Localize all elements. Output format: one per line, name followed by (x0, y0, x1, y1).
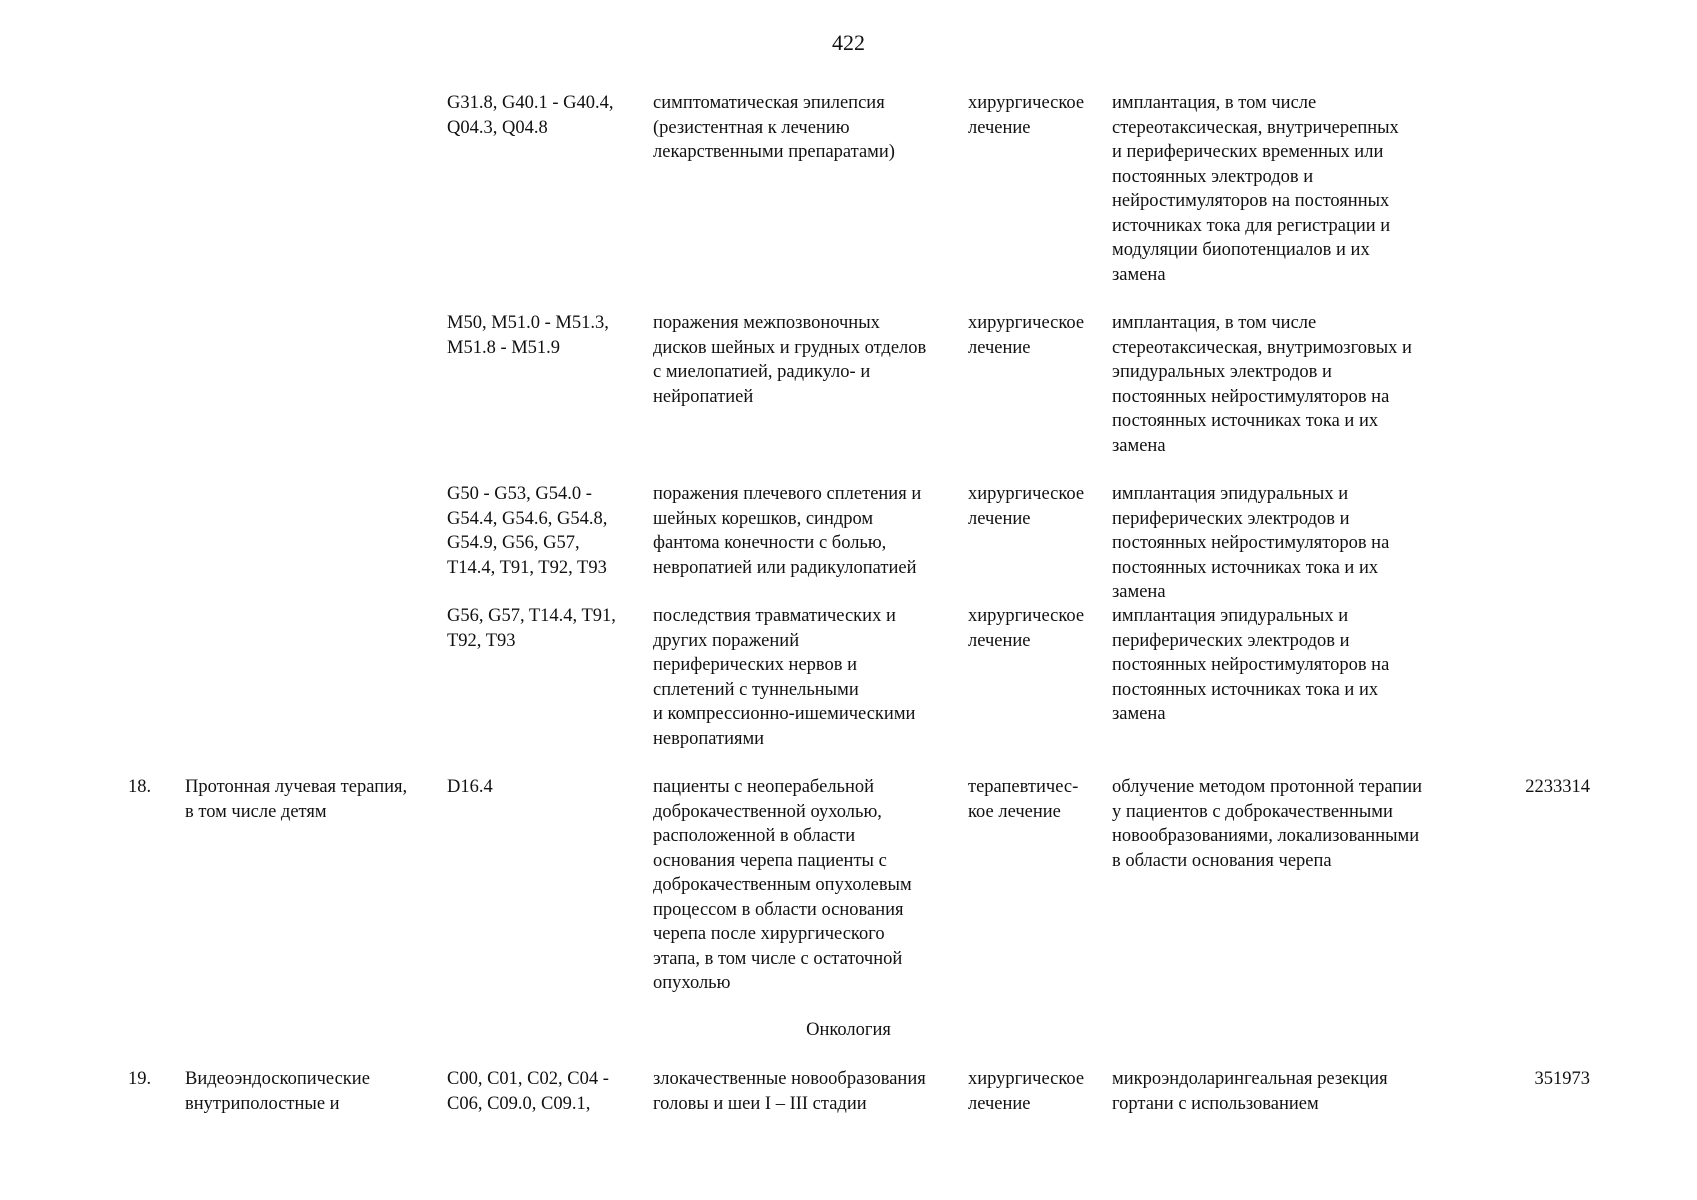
row-number: 18. (128, 777, 152, 797)
treatment-method: имплантация эпидуральных и периферических электродов и постоянных нейростимуляторов на постоянных источниках тока и их замена (1112, 606, 1390, 724)
treatment-method: имплантация эпидуральных и периферических электродов и постоянных нейростимуляторов на постоянных источниках тока и их замена (1112, 484, 1390, 602)
page-number: 422 (832, 30, 865, 55)
patient-model: симптоматическая эпилепсия (резистентная к лечению лекарственными препаратами) (653, 93, 895, 162)
icd-codes: M50, M51.0 - M51.3, M51.8 - M51.9 (447, 313, 609, 358)
icd-codes: C00, C01, C02, C04 - C06, C09.0, C09.1, (447, 1069, 609, 1114)
treatment-type: терапевтичес- кое лечение (968, 777, 1079, 822)
treatment-type: хирургическое лечение (968, 606, 1085, 651)
treatment-type: хирургическое лечение (968, 93, 1085, 138)
icd-codes: G31.8, G40.1 - G40.4, Q04.3, Q04.8 (447, 93, 614, 138)
treatment-method: имплантация, в том числе стереотаксическая, внутричерепных и периферических временных или постоянных электродов и нейростимуляторов на постоянных источниках тока для регистрации и модуляции биопотенциалов и их замена (1112, 93, 1399, 285)
patient-model: последствия травматических и других поражений периферических нервов и сплетений с туннельными и компрессионно-ишемическими невропатиями (653, 606, 916, 749)
standard-cost: 2233314 (1525, 777, 1590, 797)
treatment-type: хирургическое лечение (968, 313, 1085, 358)
treatment-method: микроэндоларингеальная резекция гортани с использованием (1112, 1069, 1388, 1114)
treatment-method: облучение методом протонной терапии у пациентов с доброкачественными новообразованиями, локализованными в области основания черепа (1112, 777, 1422, 871)
icd-codes: G56, G57, T14.4, T91, T92, T93 (447, 606, 616, 651)
section-title: Онкология (806, 1020, 891, 1040)
treatment-type: хирургическое лечение (968, 1069, 1085, 1114)
icd-codes: G50 - G53, G54.0 - G54.4, G54.6, G54.8, G54.9, G56, G57, T14.4, T91, T92, T93 (447, 484, 608, 578)
standard-cost: 351973 (1534, 1069, 1590, 1089)
care-type-name: Протонная лучевая терапия, в том числе детям (185, 777, 408, 822)
patient-model: пациенты с неоперабельной доброкачественной оухолью, расположенной в области основания черепа пациенты с доброкачественным опухолевым процессом в области основания черепа после хирургического этапа, в том числе с остаточной опухолью (653, 777, 912, 993)
patient-model: злокачественные новообразования головы и шеи I – III стадии (653, 1069, 926, 1114)
treatment-type: хирургическое лечение (968, 484, 1085, 529)
treatment-method: имплантация, в том числе стереотаксическая, внутримозговых и эпидуральных электродов и постоянных нейростимуляторов на постоянных источниках тока и их замена (1112, 313, 1412, 456)
row-number: 19. (128, 1069, 152, 1089)
patient-model: поражения плечевого сплетения и шейных корешков, синдром фантома конечности с болью, невропатией или радикулопатией (653, 484, 922, 578)
care-type-name: Видеоэндоскопические внутриполостные и (185, 1069, 370, 1114)
icd-codes: D16.4 (447, 777, 493, 797)
patient-model: поражения межпозвоночных дисков шейных и грудных отделов с миелопатией, радикуло- и нейропатией (653, 313, 927, 407)
